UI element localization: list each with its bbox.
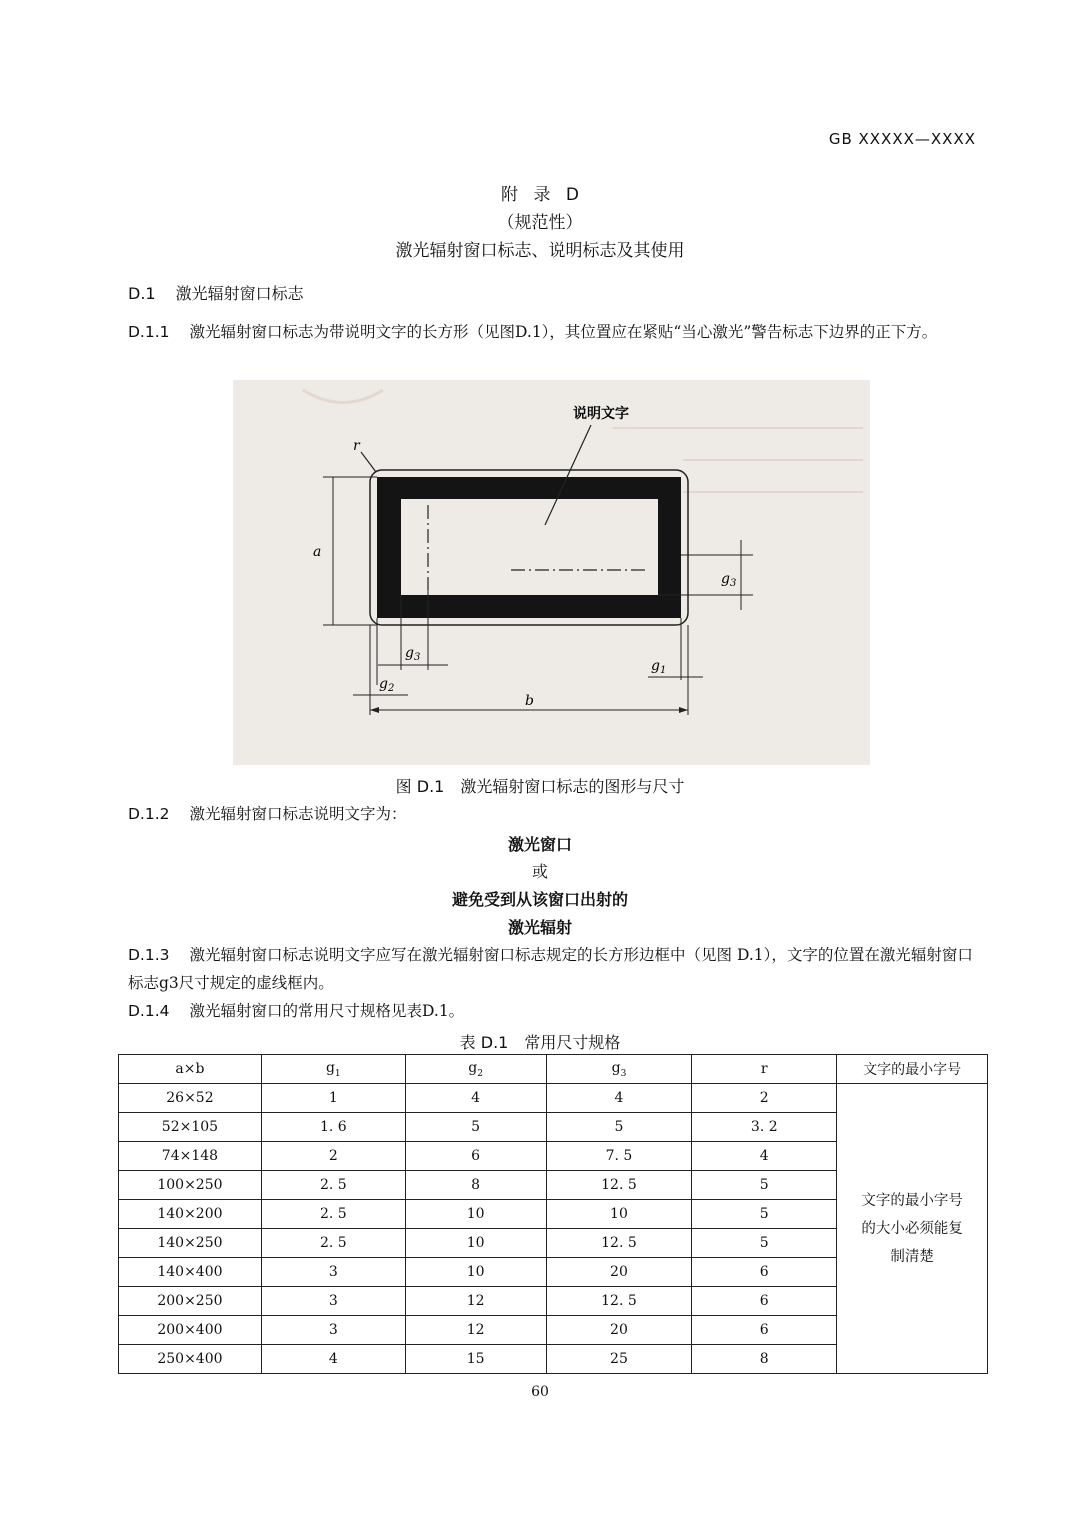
cell-g2: 12: [405, 1316, 546, 1345]
cell-g3: 7. 5: [546, 1142, 692, 1171]
dim-b-arrow-left: [370, 707, 379, 713]
cell-g3: 4: [546, 1084, 692, 1113]
cell-axb: 74×148: [119, 1142, 262, 1171]
cell-g3: 12. 5: [546, 1229, 692, 1258]
text-leader-line: [545, 425, 591, 525]
paragraph-d1-4: [128, 997, 978, 1025]
cell-r: 4: [692, 1142, 837, 1171]
appendix-heading: 激光辐射窗口标志、说明标志及其使用: [395, 241, 685, 261]
paragraph-d1-3: [128, 941, 978, 997]
cell-g1: 2. 5: [261, 1200, 405, 1229]
cell-g2: 5: [405, 1113, 546, 1142]
cell-g3: 10: [546, 1200, 692, 1229]
cell-g2: 15: [405, 1345, 546, 1374]
cell-g2: 10: [405, 1258, 546, 1287]
dim-b-arrow-right: [679, 707, 688, 713]
paragraph-d1-2: [128, 800, 978, 828]
cell-r: 5: [692, 1171, 837, 1200]
section-number: D.1: [128, 284, 156, 303]
header-g1: $g_1$: [261, 1055, 405, 1084]
header-min-font: 文字的最小字号: [837, 1055, 988, 1084]
appendix-title: 附 录 D: [501, 185, 579, 205]
sign-text-line-1: 激光窗口: [507, 835, 572, 854]
cell-axb: 200×400: [119, 1316, 262, 1345]
spec-table: [118, 1054, 988, 1374]
cell-g1: 2. 5: [261, 1229, 405, 1258]
page-number: 60: [531, 1384, 549, 1400]
clause-text: 激光辐射窗口的常用尺寸规格见表D.1。: [189, 1002, 465, 1020]
clause-text: 激光辐射窗口标志为带说明文字的长方形（见图D.1），其位置应在紧贴“当心激光”警告标志下边界的正下方。: [189, 323, 938, 341]
cell-g3: 25: [546, 1345, 692, 1374]
radius-label: r: [353, 438, 360, 454]
figure-caption: 图 D.1 激光辐射窗口标志的图形与尺寸: [395, 777, 685, 796]
clause-text: 激光辐射窗口标志说明文字为：: [189, 805, 407, 823]
cell-r: 5: [692, 1200, 837, 1229]
cell-g1: 1: [261, 1084, 405, 1113]
table-title: 表 D.1 常用尺寸规格: [459, 1033, 621, 1052]
clause-number: D.1.4: [128, 1002, 170, 1020]
cell-r: 3. 2: [692, 1113, 837, 1142]
cell-g1: 3: [261, 1287, 405, 1316]
cell-g3: 5: [546, 1113, 692, 1142]
cell-axb: 200×250: [119, 1287, 262, 1316]
dim-g3-label-bottom: $g_3$: [405, 645, 421, 663]
cell-g3: 20: [546, 1258, 692, 1287]
sign-text-line-2: 避免受到从该窗口出射的: [451, 890, 628, 909]
header-r: r: [692, 1055, 837, 1084]
merged-note-line: 的大小必须能复: [861, 1220, 963, 1237]
laser-window-sign-diagram: [233, 380, 870, 765]
cell-g2: 4: [405, 1084, 546, 1113]
cell-axb: 250×400: [119, 1345, 262, 1374]
cell-r: 6: [692, 1316, 837, 1345]
header-g3: $g_3$: [546, 1055, 692, 1084]
cell-g1: 1. 6: [261, 1113, 405, 1142]
cell-g3: 12. 5: [546, 1287, 692, 1316]
appendix-type: （规范性）: [497, 213, 583, 233]
dim-a-label: a: [313, 544, 322, 560]
cell-axb: 140×250: [119, 1229, 262, 1258]
radius-leader: [361, 452, 376, 472]
cell-g1: 3: [261, 1258, 405, 1287]
clause-text: 激光辐射窗口标志说明文字应写在激光辐射窗口标志规定的长方形边框中（见图 D.1），文字的位置在激光辐射窗口标志g3尺寸规定的虚线框内。: [128, 946, 973, 992]
cell-r: 6: [692, 1258, 837, 1287]
sign-text-line-3: 激光辐射: [507, 918, 572, 937]
cell-r: 2: [692, 1084, 837, 1113]
cell-g2: 6: [405, 1142, 546, 1171]
section-d1-heading: [128, 281, 304, 304]
dim-g3-label-right: $g_3$: [721, 571, 737, 589]
cell-axb: 140×200: [119, 1200, 262, 1229]
header-g2: $g_2$: [405, 1055, 546, 1084]
merged-note-cell: [837, 1084, 988, 1374]
sign-text-or: 或: [531, 862, 548, 881]
paragraph-d1-1: [128, 318, 978, 346]
cell-g2: 10: [405, 1200, 546, 1229]
clause-number: D.1.1: [128, 323, 170, 341]
cell-g3: 20: [546, 1316, 692, 1345]
header-axb: a×b: [119, 1055, 262, 1084]
dim-g2-label: $g_2$: [379, 676, 395, 694]
cell-g1: 4: [261, 1345, 405, 1374]
cell-r: 5: [692, 1229, 837, 1258]
table-row: [119, 1084, 988, 1113]
section-title: 激光辐射窗口标志: [175, 284, 304, 303]
merged-note-line: 制清楚: [890, 1248, 934, 1265]
merged-note-line: 文字的最小字号: [861, 1192, 963, 1209]
cell-axb: 140×400: [119, 1258, 262, 1287]
cell-g2: 10: [405, 1229, 546, 1258]
dim-b-label: b: [525, 693, 534, 709]
cell-axb: 26×52: [119, 1084, 262, 1113]
dim-g1-label: $g_1$: [651, 658, 667, 676]
cell-axb: 100×250: [119, 1171, 262, 1200]
cell-g1: 2. 5: [261, 1171, 405, 1200]
cell-r: 8: [692, 1345, 837, 1374]
standard-code: GB XXXXX—XXXX: [828, 130, 976, 148]
sign-black-frame: [377, 477, 681, 618]
figure-d1: [233, 380, 870, 765]
clause-number: D.1.3: [128, 946, 170, 964]
text-label: 说明文字: [573, 406, 629, 422]
table-header-row: [119, 1055, 988, 1084]
cell-g1: 3: [261, 1316, 405, 1345]
cell-g3: 12. 5: [546, 1171, 692, 1200]
cell-g2: 8: [405, 1171, 546, 1200]
cell-r: 6: [692, 1287, 837, 1316]
cell-g1: 2: [261, 1142, 405, 1171]
cell-g2: 12: [405, 1287, 546, 1316]
cell-axb: 52×105: [119, 1113, 262, 1142]
clause-number: D.1.2: [128, 805, 170, 823]
